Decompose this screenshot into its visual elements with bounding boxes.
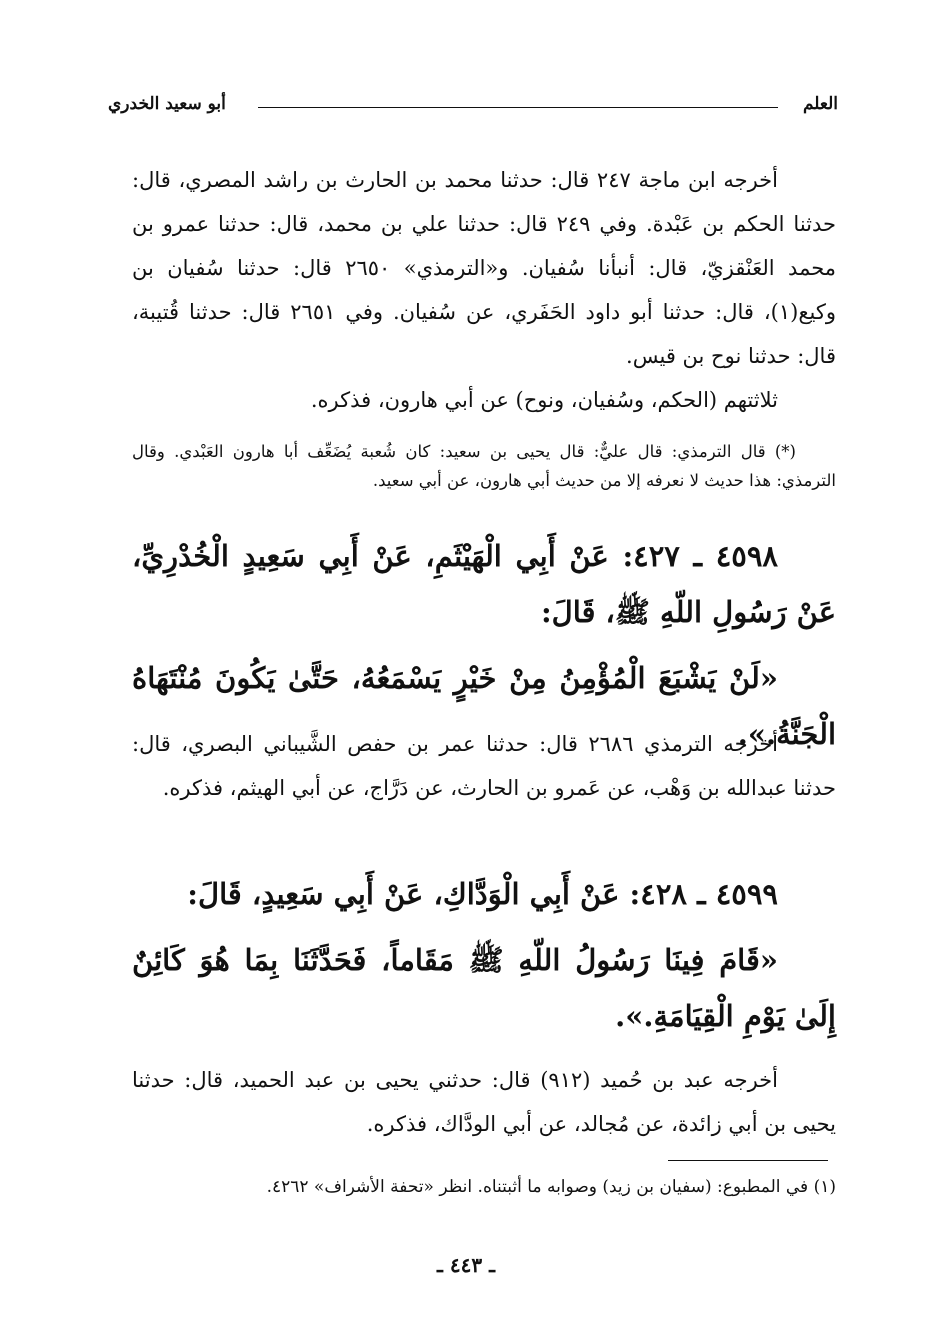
header-companion-name: أبو سعيد الخدري bbox=[108, 94, 226, 114]
hadith-4599-chain: ٤٥٩٩ ـ ٤٢٨: عَنْ أَبِي الْوَدَّاكِ، عَنْ أَبِي سَعِيدٍ، قَالَ: bbox=[187, 877, 778, 911]
takhrij-paragraph-3: أخرجه الترمذي ٢٦٨٦ قال: حدثنا عمر بن حفص الشَّيباني البصري، قال: حدثنا عبدالله بن وَهْب، عن عَمرو بن الحارث، عن دَرَّاج، عن أبي الهيثم، فذكره. bbox=[132, 732, 836, 800]
page-number: ـ ٤٤٣ ـ bbox=[437, 1253, 495, 1277]
footnote-rule bbox=[668, 1160, 828, 1161]
hadith-4599-text: «قَامَ فِينَا رَسُولُ اللّهِ ﷺ مَقَاماً، فَحَدَّثَنَا بِمَا هُوَ كَائِنٌ إِلَىٰ يَوْمِ الْقِيَامَةِ.». bbox=[132, 943, 836, 1033]
tirmidhi-note: (*) قال الترمذي: قال عليٌّ: قال يحيى بن سعيد: كان شُعبة يُضَعِّف أبا هارون العَبْدي. وقال الترمذي: هذا حديث لا نعرفه إلا من حديث أبي هارون، عن أبي سعيد. bbox=[132, 442, 836, 490]
takhrij-paragraph-2: ثلاثتهم (الحكم، وسُفيان، ونوح) عن أبي هارون، فذكره. bbox=[310, 388, 778, 412]
footnote: (١) في المطبوع: (سفيان بن زيد) وصوابه ما أثبتناه. انظر «تحفة الأشراف» ٤٢٦٢. bbox=[266, 1177, 836, 1197]
takhrij-paragraph-1: أخرجه ابن ماجة ٢٤٧ قال: حدثنا محمد بن الحارث بن راشد المصري، قال: حدثنا الحكم بن عَبْدة. وفي ٢٤٩ قال: حدثنا علي بن محمد، قال: حدثنا عمرو بن محمد العَنْقزيّ، قال: أنبأنا سُفيان. و«الترمذي» ٢٦٥٠ قال: حدثنا سُفيان بن وكيع(١)، قال: حدثنا أبو داود الحَفَري، عن سُفيان. وفي ٢٦٥١ قال: حدثنا قُتيبة، قال: حدثنا نوح بن قيس. bbox=[132, 168, 837, 368]
takhrij-paragraph-4: أخرجه عبد بن حُميد (٩١٢) قال: حدثني يحيى بن عبد الحميد، قال: حدثنا يحيى بن أبي زائدة، عن مُجالد، عن أبي الودَّاك، فذكره. bbox=[132, 1068, 836, 1136]
header-rule bbox=[258, 107, 778, 108]
running-header bbox=[108, 94, 838, 124]
header-chapter-title: العلم bbox=[802, 94, 838, 114]
hadith-4598-chain: ٤٥٩٨ ـ ٤٢٧: عَنْ أَبِي الْهَيْثَمِ، عَنْ أَبِي سَعِيدٍ الْخُدْرِيِّ، عَنْ رَسُولِ اللّهِ ﷺ، قَالَ: bbox=[132, 539, 836, 629]
hadith-4598-text: «لَنْ يَشْبَعَ الْمُؤْمِنُ مِنْ خَيْرٍ يَسْمَعُهُ، حَتَّىٰ يَكُونَ مُنْتَهَاهُ الْجَنَّةُ.». bbox=[132, 661, 836, 751]
